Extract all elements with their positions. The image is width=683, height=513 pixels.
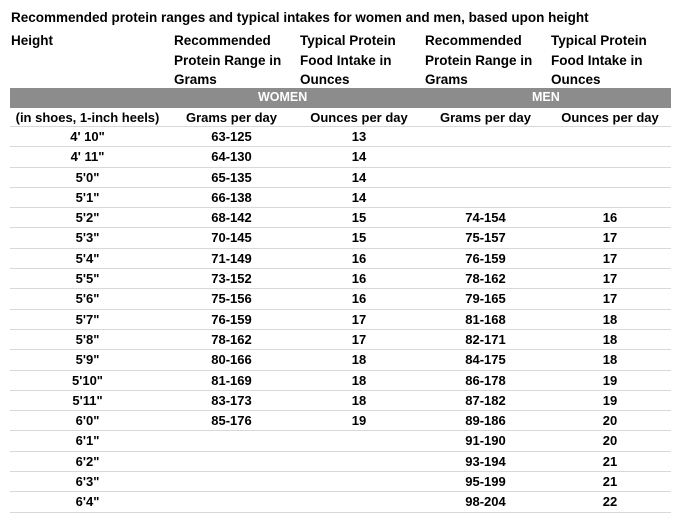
men-grams-cell: 82-171 xyxy=(465,331,506,347)
men-grams-cell: 89-186 xyxy=(465,413,506,429)
men-grams-cell: 79-165 xyxy=(465,291,506,307)
men-grams-cell: 84-175 xyxy=(465,352,506,368)
table-row xyxy=(10,289,671,309)
men-grams-cell: 86-178 xyxy=(465,372,506,388)
women-grams-cell: 78-162 xyxy=(211,331,252,347)
men-ounces-cell: 18 xyxy=(602,331,618,347)
women-ounces-cell: 14 xyxy=(351,149,367,165)
group-men-label: MEN xyxy=(532,90,560,104)
men-ounces-cell: 17 xyxy=(602,250,618,266)
men-ounces-cell: 20 xyxy=(602,413,618,429)
men-grams-cell: 93-194 xyxy=(465,453,506,469)
height-cell: 6'3" xyxy=(75,474,100,490)
women-ounces-cell: 17 xyxy=(351,331,367,347)
men-grams-cell: 95-199 xyxy=(465,474,506,490)
header-height-label: Height xyxy=(11,33,53,48)
women-ounces-cell: 16 xyxy=(351,291,367,307)
men-ounces-cell: 22 xyxy=(602,494,618,510)
header-line: Protein Range in xyxy=(425,52,533,68)
men-ounces-cell: 18 xyxy=(602,352,618,368)
header-men-range xyxy=(425,31,532,90)
women-grams-cell: 85-176 xyxy=(211,413,252,429)
header-line: Typical Protein xyxy=(300,33,396,48)
men-ounces-cell: 17 xyxy=(602,230,618,246)
women-grams-cell: 71-149 xyxy=(211,250,252,266)
table-row xyxy=(10,228,671,248)
header-women-range xyxy=(174,31,281,90)
men-ounces-cell: 20 xyxy=(602,433,618,449)
women-ounces-cell: 14 xyxy=(351,169,367,185)
table-row xyxy=(10,371,671,391)
subheader-cell: Grams per day xyxy=(185,110,278,125)
height-cell: 5'2" xyxy=(75,210,100,226)
header-line: Grams xyxy=(174,72,217,87)
table-row xyxy=(10,269,671,289)
height-cell: 6'1" xyxy=(75,433,100,449)
men-grams-cell: 75-157 xyxy=(465,230,506,246)
women-grams-cell: 70-145 xyxy=(211,230,252,246)
height-cell: 5'9" xyxy=(75,352,100,368)
height-cell: 5'6" xyxy=(75,291,100,307)
men-grams-cell: 74-154 xyxy=(465,210,506,226)
table-row xyxy=(10,411,671,431)
header-line: Ounces xyxy=(300,72,350,87)
subheader-cell: Ounces per day xyxy=(561,110,659,125)
table-row xyxy=(10,452,671,472)
subheader-row xyxy=(10,108,671,127)
men-ounces-cell: 17 xyxy=(602,271,618,287)
table-row xyxy=(10,249,671,269)
height-cell: 5'10" xyxy=(72,372,103,388)
header-height xyxy=(11,31,53,51)
height-cell: 5'0" xyxy=(75,169,100,185)
men-ounces-cell: 16 xyxy=(602,210,618,226)
height-cell: 4' 10" xyxy=(70,129,105,144)
header-line: Typical Protein xyxy=(551,33,647,48)
women-grams-cell: 68-142 xyxy=(211,210,252,226)
height-cell: 5'7" xyxy=(75,311,100,327)
table-row xyxy=(10,147,671,167)
table-row xyxy=(10,127,671,147)
table-row xyxy=(10,330,671,350)
men-ounces-cell: 21 xyxy=(602,453,618,469)
men-ounces-cell: 19 xyxy=(602,392,618,408)
women-grams-cell: 65-135 xyxy=(211,169,252,185)
women-ounces-cell: 19 xyxy=(351,413,367,429)
women-ounces-cell: 15 xyxy=(351,230,367,246)
table-row xyxy=(10,188,671,208)
height-cell: 5'1" xyxy=(75,189,100,205)
header-line: Food Intake in xyxy=(551,52,643,68)
header-line: Food Intake in xyxy=(300,52,392,68)
women-grams-cell: 66-138 xyxy=(211,189,252,205)
page-title: Recommended protein ranges and typical intakes for women and men, based upon height xyxy=(11,10,589,25)
men-grams-cell: 76-159 xyxy=(465,250,506,266)
women-grams-cell: 76-159 xyxy=(211,311,252,327)
height-cell: 5'5" xyxy=(75,271,100,287)
group-women-label: WOMEN xyxy=(258,90,308,104)
women-grams-cell: 83-173 xyxy=(211,392,252,408)
header-women-intake xyxy=(300,31,396,90)
height-cell: 6'4" xyxy=(75,494,100,510)
women-ounces-cell: 17 xyxy=(351,311,367,327)
table-row xyxy=(10,168,671,188)
table-row xyxy=(10,310,671,330)
header-men-intake xyxy=(551,31,647,90)
women-ounces-cell: 18 xyxy=(351,352,367,368)
men-grams-cell: 98-204 xyxy=(465,494,506,510)
height-cell: 6'2" xyxy=(75,453,100,469)
subheader-cell: (in shoes, 1-inch heels) xyxy=(15,110,160,125)
women-ounces-cell: 14 xyxy=(351,189,367,205)
women-ounces-cell: 18 xyxy=(351,372,367,388)
women-grams-cell: 63-125 xyxy=(211,129,252,144)
group-header-band xyxy=(10,88,671,108)
men-ounces-cell: 21 xyxy=(602,474,618,490)
men-ounces-cell: 17 xyxy=(602,291,618,307)
height-cell: 5'3" xyxy=(75,230,100,246)
men-ounces-cell: 19 xyxy=(602,372,618,388)
women-grams-cell: 73-152 xyxy=(211,271,252,287)
header-line: Ounces xyxy=(551,72,601,87)
height-cell: 5'4" xyxy=(75,250,100,266)
men-grams-cell: 87-182 xyxy=(465,392,506,408)
men-grams-cell: 81-168 xyxy=(465,311,506,327)
table-row xyxy=(10,431,671,451)
subheader-cell: Grams per day xyxy=(439,110,532,125)
women-ounces-cell: 15 xyxy=(351,210,367,226)
table-row xyxy=(10,472,671,492)
data-table-body xyxy=(10,127,671,513)
subheader-cell: Ounces per day xyxy=(310,110,408,125)
table-row xyxy=(10,391,671,411)
men-grams-cell: 91-190 xyxy=(465,433,506,449)
height-cell: 5'8" xyxy=(75,331,100,347)
height-cell: 4' 11" xyxy=(70,149,105,165)
women-grams-cell: 64-130 xyxy=(211,149,252,165)
women-grams-cell: 80-166 xyxy=(211,352,252,368)
women-grams-cell: 81-169 xyxy=(211,372,252,388)
height-cell: 6'0" xyxy=(75,413,100,429)
header-line: Grams xyxy=(425,72,468,87)
height-cell: 5'11" xyxy=(72,392,103,408)
men-grams-cell: 78-162 xyxy=(465,271,506,287)
table-row xyxy=(10,350,671,370)
women-ounces-cell: 16 xyxy=(351,250,367,266)
header-line: Protein Range in xyxy=(174,52,282,68)
women-ounces-cell: 18 xyxy=(351,392,367,408)
table-row xyxy=(10,208,671,228)
men-ounces-cell: 18 xyxy=(602,311,618,327)
women-ounces-cell: 13 xyxy=(351,129,367,144)
women-grams-cell: 75-156 xyxy=(211,291,252,307)
header-line: Recommended xyxy=(425,33,522,48)
women-ounces-cell: 16 xyxy=(351,271,367,287)
header-line: Recommended xyxy=(174,33,271,48)
